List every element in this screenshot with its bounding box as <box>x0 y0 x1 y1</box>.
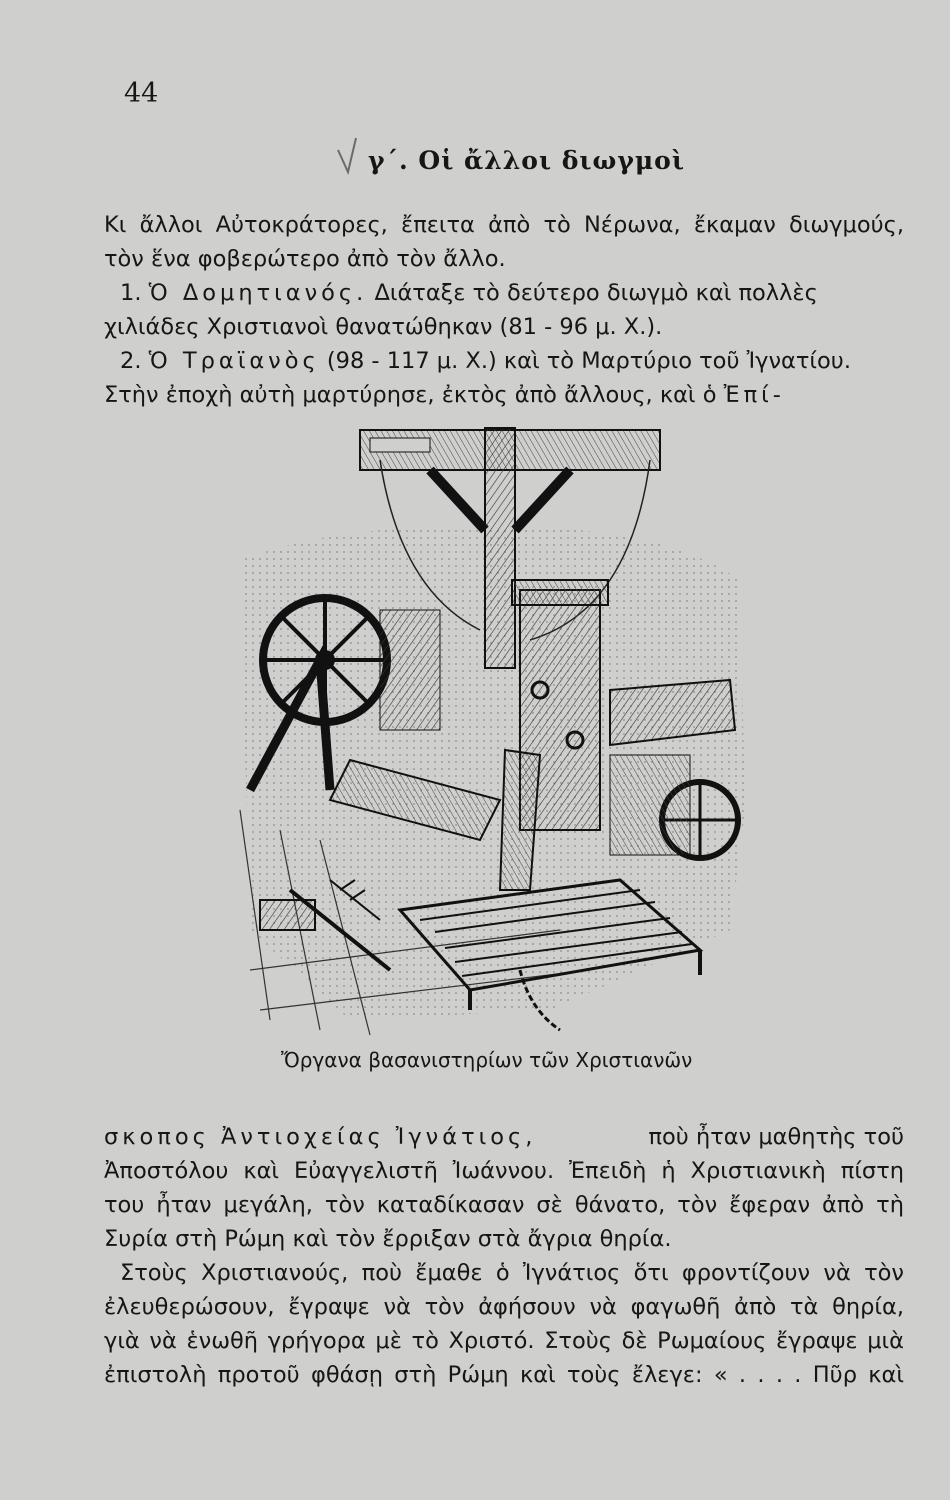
text-line: ἐπιστολὴ προτοῦ φθάσῃ στὴ Ρώμη καὶ τοὺς ἔλεγε: « . . . . Πῦρ καὶ <box>104 1362 904 1388</box>
figure-caption: Ὄργανα βασανιστηρίων τῶν Χριστιανῶν <box>281 1048 693 1072</box>
list-item-1 <box>104 276 904 310</box>
item-number: 2. <box>120 348 142 374</box>
bishop-name: σκοπος Ἀντιοχείας Ἰγνάτιος, <box>104 1124 537 1150</box>
text-line <box>104 1120 904 1154</box>
emperor-name: Ὁ Τραϊανὸς <box>148 348 320 374</box>
item-text: (98 - 117 μ. Χ.) καὶ τὸ Μαρτύριο τοῦ Ἰγνατίου. <box>326 348 851 374</box>
text-line: Ἀποστόλου καὶ Εὐαγγελιστῆ Ἰωάννου. Ἐπειδὴ ἡ Χριστιανικὴ πίστη <box>104 1158 904 1184</box>
text-fragment: ποὺ ἦταν μαθητὴς τοῦ <box>648 1124 904 1150</box>
text-line: Συρία στὴ Ρώμη καὶ τὸν ἔρριξαν στὰ ἄγρια θηρία. <box>104 1226 672 1252</box>
continuation-paragraph <box>104 1120 904 1392</box>
text-fragment: Στὴν ἐποχὴ αὐτὴ μαρτύρησε, ἐκτὸς ἀπὸ ἄλλους, καὶ ὁ <box>104 382 717 408</box>
name-fragment: Ἐπί- <box>723 382 785 408</box>
item-text: Διάταξε τὸ δεύτερο διωγμὸ καὶ πολλὲς <box>374 280 818 306</box>
section-heading: γ΄. Οἱ ἄλλοι διωγμοὶ <box>368 146 685 175</box>
pencil-check-mark <box>334 136 364 176</box>
emperor-name: Ὁ Δομητιανός. <box>148 280 368 306</box>
torture-instruments-engraving <box>230 410 750 1050</box>
text-line: γιὰ νὰ ἑνωθῆ γρήγορα μὲ τὸ Χριστό. Στοὺς δὲ Ρωμαίους ἔγραψε μιὰ <box>104 1328 904 1354</box>
text-line: χιλιάδες Χριστιανοὶ θανατώθηκαν (81 - 96 μ. Χ.). <box>104 314 663 340</box>
text-line <box>104 378 904 412</box>
intro-paragraph <box>104 208 904 412</box>
text-line: του ἦταν μεγάλη, τὸν καταδίκασαν σὲ θάνατο, τὸν ἔφεραν ἀπὸ τὴ <box>104 1192 904 1218</box>
text-line: Κι ἄλλοι Αὐτοκράτορες, ἔπειτα ἀπὸ τὸ Νέρωνα, ἔκαμαν διωγμούς, <box>104 212 904 238</box>
text-line: ἐλευθερώσουν, ἔγραψε νὰ τὸν ἀφήσουν νὰ φαγωθῆ ἀπὸ τὰ θηρία, <box>104 1294 904 1320</box>
text-line: τὸν ἕνα φοβερώτερο ἀπὸ τὸν ἄλλο. <box>104 246 506 272</box>
text-line: Στοὺς Χριστιανούς, ποὺ ἔμαθε ὁ Ἰγνάτιος ὅτι φροντίζουν νὰ τὸν <box>120 1260 904 1286</box>
list-item-2 <box>104 344 904 378</box>
page-number: 44 <box>124 78 159 109</box>
item-number: 1. <box>120 280 142 306</box>
